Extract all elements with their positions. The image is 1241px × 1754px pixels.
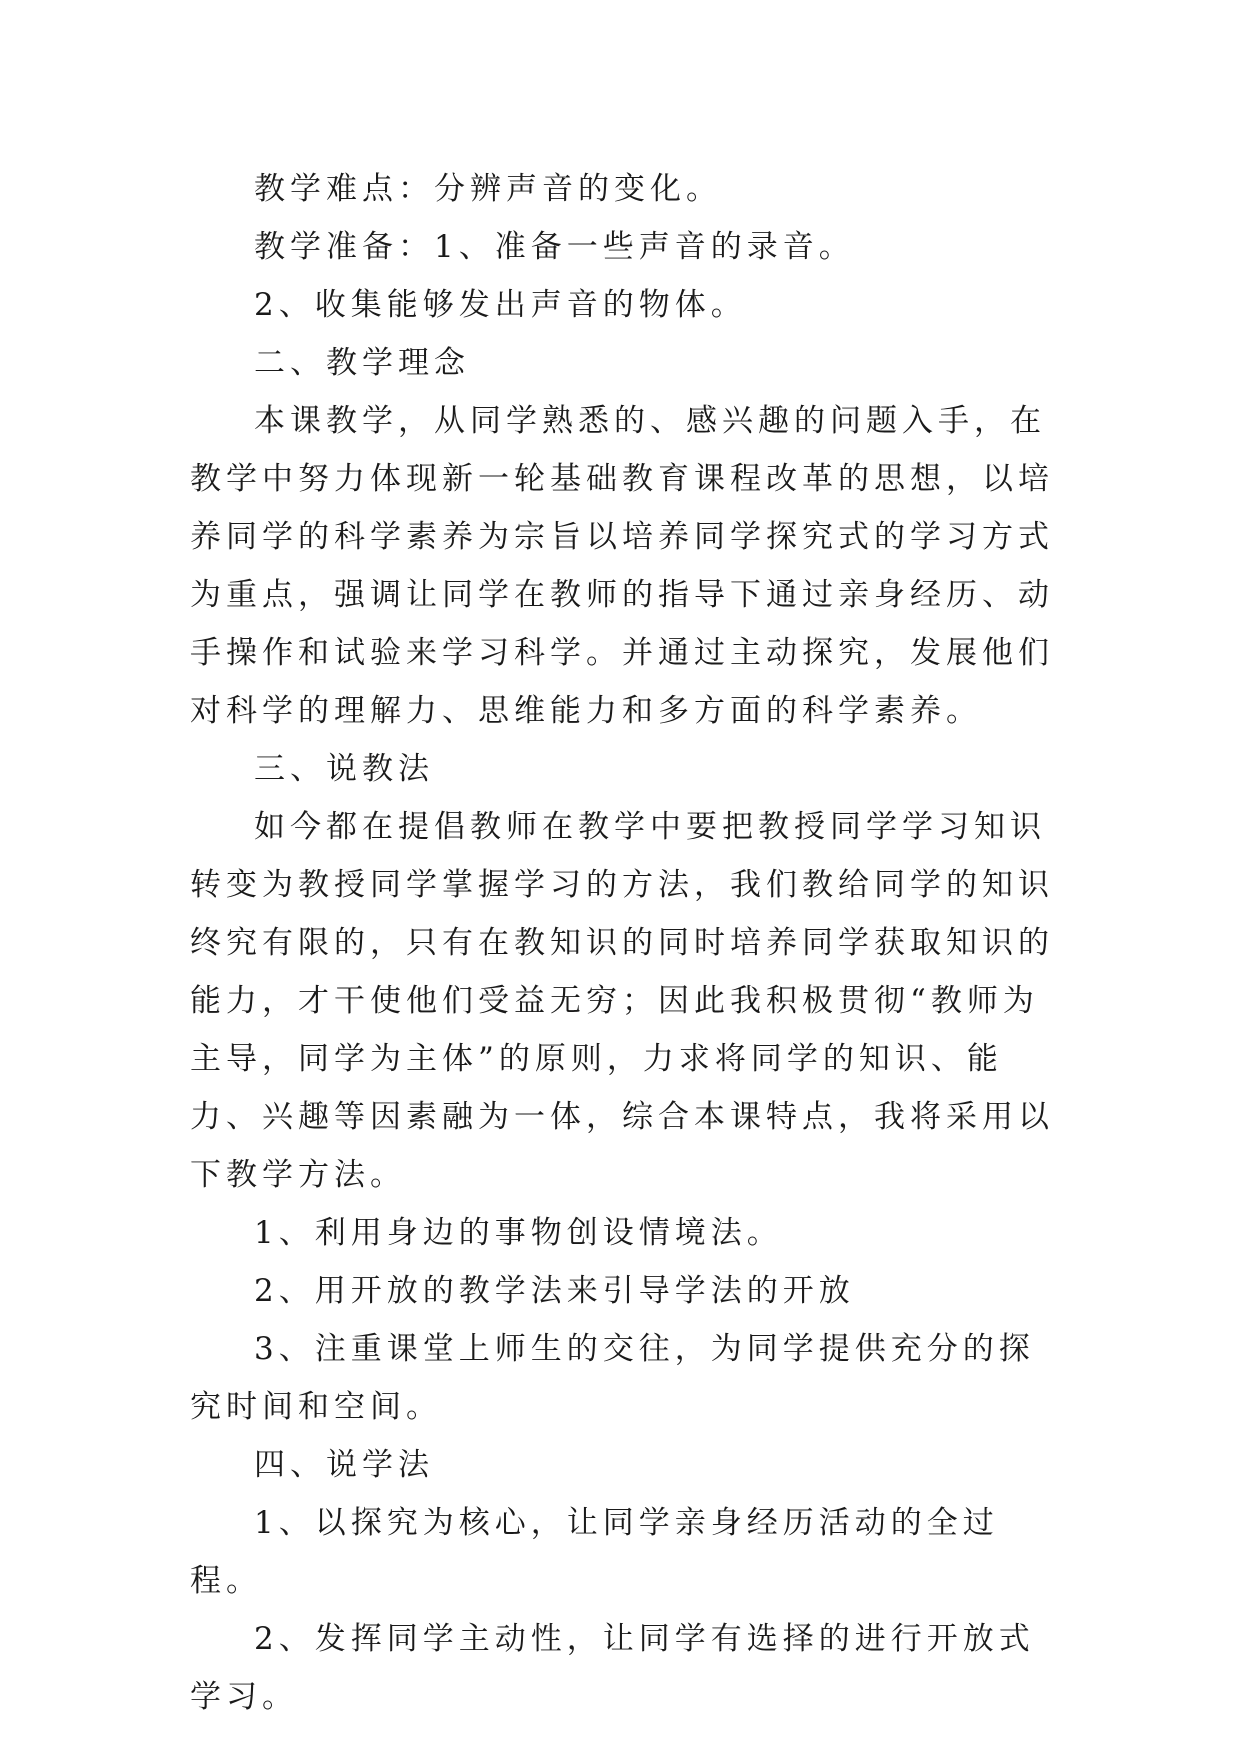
learning-item-1: 1、以探究为核心，让同学亲身经历活动的全过程。 [190,1505,999,1599]
section-heading-teaching-method: 三、说教法 [254,751,434,787]
paragraph-teaching-preparation: 教学准备：1、准备一些声音的录音。 [254,229,855,265]
learning-item-2: 2、发挥同学主动性，让同学有选择的进行开放式学习。 [190,1621,1035,1715]
method-item-3: 3、注重课堂上师生的交往，为同学提供充分的探究时间和空间。 [190,1331,1035,1425]
paragraph-teaching-method: 如今都在提倡教师在教学中要把教授同学学习知识转变为教授同学掌握学习的方法，我们教给同学的知识终究有限的，只有在教知识的同时培养同学获取知识的能力，才干使他们受益无穷；因此我积极贯彻“教师为主导，同学为主体”的原则，力求将同学的知识、能力、兴趣等因素融为一体，综合本课特点，我将采用以下教学方法。 [190,809,1054,1193]
method-item-1: 1、利用身边的事物创设情境法。 [254,1215,783,1251]
paragraph-teaching-difficulty: 教学难点：分辨声音的变化。 [254,171,722,207]
paragraph-teaching-concept: 本课教学，从同学熟悉的、感兴趣的问题入手，在教学中努力体现新一轮基础教育课程改革的思想，以培养同学的科学素养为宗旨以培养同学探究式的学习方式为重点，强调让同学在教师的指导下通过亲身经历、动手操作和试验来学习科学。并通过主动探究，发展他们对科学的理解力、思维能力和多方面的科学素养。 [190,403,1054,729]
paragraph-preparation-item-2: 2、收集能够发出声音的物体。 [254,287,747,323]
method-item-2: 2、用开放的教学法来引导学法的开放 [254,1273,855,1309]
section-heading-teaching-concept: 二、教学理念 [254,345,470,381]
document-body [190,160,1070,1726]
section-heading-learning-method: 四、说学法 [254,1447,434,1483]
